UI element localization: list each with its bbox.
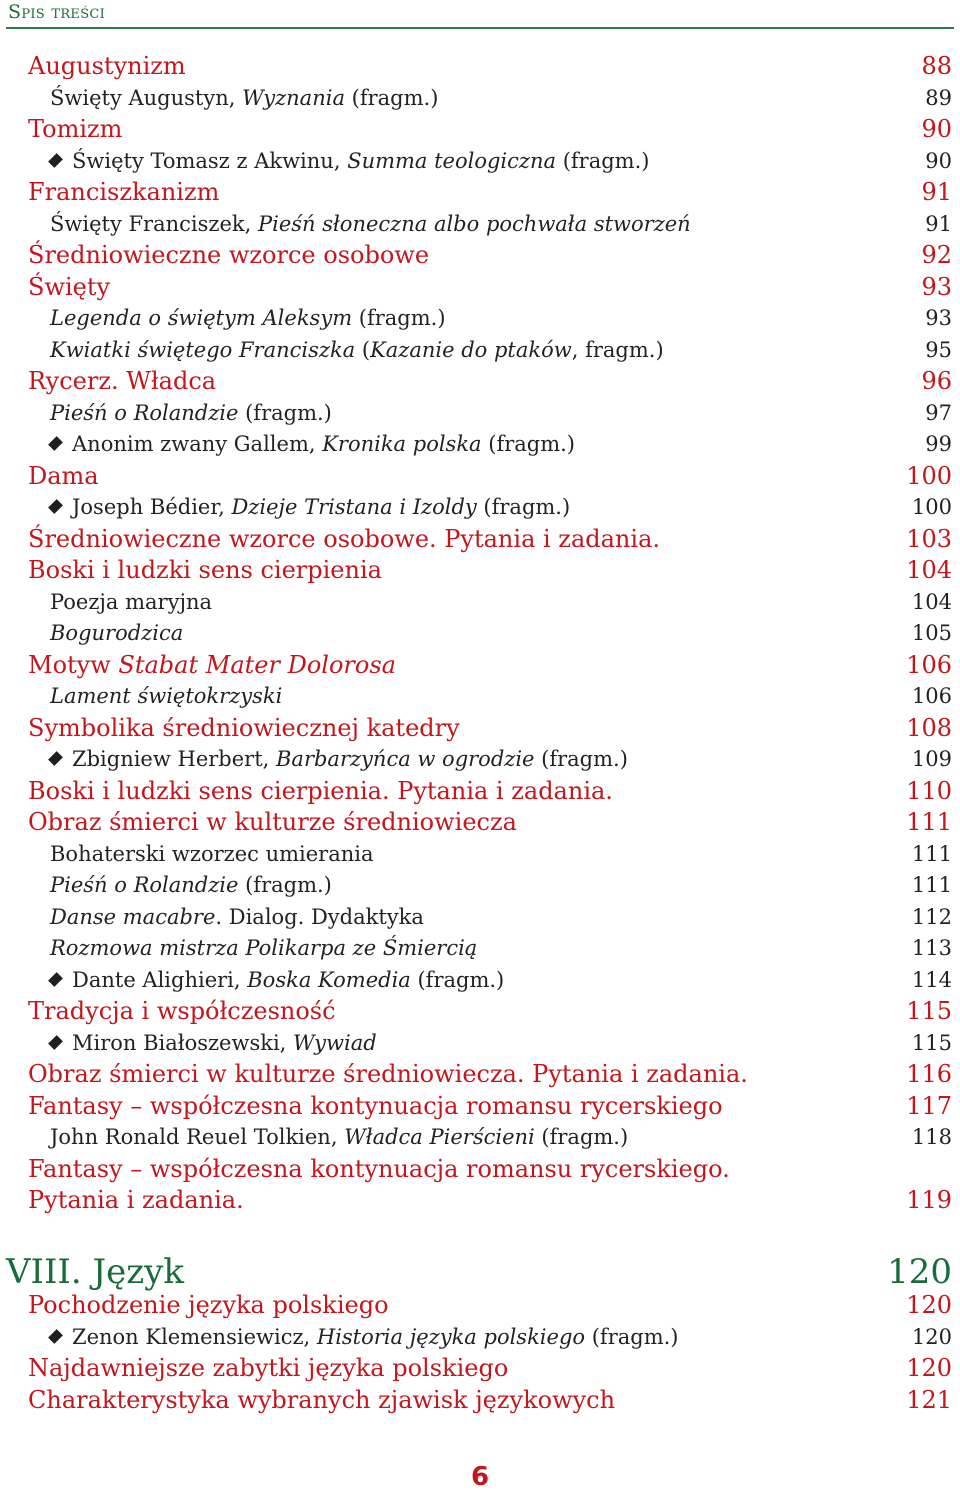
toc-page-number: 115 xyxy=(906,997,952,1025)
toc-entry-title xyxy=(28,1353,508,1385)
toc-entry-title xyxy=(28,713,460,745)
toc-page-number: 120 xyxy=(911,1324,952,1349)
toc-page-number: 119 xyxy=(906,1186,952,1214)
entry-text: Bohaterski wzorzec umierania xyxy=(50,841,374,866)
toc-page-number: 103 xyxy=(906,524,952,553)
toc-section-entry[interactable] xyxy=(28,807,952,839)
toc-page-number: 117 xyxy=(906,1091,952,1120)
entry-text: Charakterystyka wybranych zjawisk językowych xyxy=(28,1385,616,1414)
entry-text: Fantasy – współczesna kontynuacja romansu rycerskiego xyxy=(28,1091,723,1120)
italic-title-text: Danse macabre xyxy=(50,904,216,929)
toc-section-entry[interactable] xyxy=(28,177,952,209)
toc-entry-title xyxy=(50,744,628,776)
toc-subentry[interactable] xyxy=(28,335,952,367)
table-of-contents-chapter-8 xyxy=(28,1290,952,1416)
entry-text: Święty Augustyn, xyxy=(50,85,243,110)
entry-text: Średniowieczne wzorce osobowe. Pytania i zadania. xyxy=(28,524,661,553)
toc-section-entry[interactable] xyxy=(28,555,952,587)
entry-text: Tomizm xyxy=(28,115,123,143)
toc-entry-title xyxy=(28,272,110,304)
chapter-title: VIII. Język xyxy=(6,1252,184,1292)
chapter-page: 120 xyxy=(887,1252,952,1292)
toc-section-entry[interactable] xyxy=(28,51,952,83)
toc-page-number: 120 xyxy=(906,1291,952,1319)
diamond-bullet-icon xyxy=(48,972,63,987)
toc-entry-title xyxy=(50,870,332,902)
toc-page-number: 114 xyxy=(911,967,952,992)
entry-text: Motyw xyxy=(28,650,119,679)
toc-page-number: 118 xyxy=(911,1125,952,1149)
toc-subentry[interactable] xyxy=(28,902,952,934)
entry-text: Zbigniew Herbert, xyxy=(72,747,276,771)
toc-page-number: 95 xyxy=(925,337,952,362)
entry-text: (fragm.) xyxy=(556,148,650,173)
running-header xyxy=(6,0,954,29)
toc-subentry[interactable] xyxy=(28,587,952,619)
toc-subentry[interactable] xyxy=(28,1322,952,1354)
diamond-bullet-icon xyxy=(48,1329,63,1344)
entry-text: (fragm.) xyxy=(534,1125,629,1149)
diamond-bullet-icon xyxy=(48,436,63,451)
entry-text: . Dialog. Dydaktyka xyxy=(215,904,424,929)
italic-title-text: Bogurodzica xyxy=(50,621,184,645)
toc-page-number: 92 xyxy=(921,241,952,269)
entry-text: Boski i ludzki sens cierpienia. Pytania i zadania. xyxy=(28,776,613,805)
toc-page-number: 93 xyxy=(925,306,952,330)
toc-section-entry[interactable] xyxy=(28,776,952,808)
toc-section-entry[interactable] xyxy=(28,272,952,304)
entry-text: Fantasy – współczesna kontynuacja romansu rycerskiego. xyxy=(28,1154,730,1183)
toc-section-entry[interactable] xyxy=(28,713,952,745)
toc-entry-title xyxy=(50,933,477,965)
toc-section-entry[interactable] xyxy=(28,366,952,398)
toc-entry-title xyxy=(50,146,649,178)
toc-page-number: 91 xyxy=(925,211,952,236)
toc-entry-title xyxy=(50,587,212,619)
entry-text: (fragm.) xyxy=(344,85,439,110)
toc-subentry[interactable] xyxy=(28,398,952,430)
toc-section-entry[interactable] xyxy=(28,1290,952,1322)
toc-section-entry[interactable] xyxy=(28,1385,952,1417)
toc-page-number: 104 xyxy=(906,556,952,584)
toc-entry-title xyxy=(50,902,424,934)
entry-text: (fragm.) xyxy=(476,495,571,519)
chapter-heading[interactable] xyxy=(6,1252,952,1292)
toc-page-number: 121 xyxy=(906,1385,952,1414)
toc-entry-title xyxy=(28,1059,748,1091)
entry-text: (fragm.) xyxy=(352,306,446,330)
toc-page-number: 112 xyxy=(911,904,952,929)
toc-page-number: 120 xyxy=(906,1354,952,1382)
toc-page-number: 115 xyxy=(911,1030,952,1055)
toc-subentry[interactable] xyxy=(28,83,952,115)
toc-subentry[interactable] xyxy=(28,870,952,902)
toc-page-number: 93 xyxy=(921,272,952,301)
entry-text: Joseph Bédier, xyxy=(72,495,232,519)
toc-subentry[interactable] xyxy=(28,146,952,178)
toc-subentry[interactable] xyxy=(28,681,952,713)
toc-page-number: 106 xyxy=(911,684,952,708)
toc-entry-title xyxy=(28,996,336,1028)
entry-text: Obraz śmierci w kulturze średniowiecza xyxy=(28,808,517,836)
italic-title-text: Wyznania xyxy=(242,85,345,110)
toc-subentry[interactable] xyxy=(28,303,952,335)
diamond-bullet-icon xyxy=(48,751,63,766)
entry-text: Boski i ludzki sens cierpienia xyxy=(28,556,382,584)
toc-subentry[interactable] xyxy=(28,933,952,965)
entry-text: , fragm.) xyxy=(571,337,664,362)
italic-title-text: Barbarzyńca w ogrodzie xyxy=(276,747,535,771)
entry-text: Obraz śmierci w kulturze średniowiecza. Pytania i zadania. xyxy=(28,1060,748,1088)
toc-subentry[interactable] xyxy=(28,618,952,650)
toc-page-number: 90 xyxy=(925,148,952,173)
diamond-bullet-icon xyxy=(48,499,63,514)
italic-title-text: Pieśń o Rolandzie xyxy=(50,873,239,897)
toc-page-number: 96 xyxy=(921,367,952,395)
toc-entry-title xyxy=(28,555,382,587)
toc-entry-title xyxy=(50,1322,678,1354)
toc-subentry[interactable] xyxy=(28,744,952,776)
toc-entry-title xyxy=(50,1028,377,1060)
entry-text: Tradycja i współczesność xyxy=(28,997,336,1025)
toc-page-number: 106 xyxy=(906,650,952,679)
entry-text: Dante Alighieri, xyxy=(72,967,248,992)
toc-page-number: 97 xyxy=(925,400,952,425)
toc-page-number: 116 xyxy=(906,1060,952,1088)
page-number: 6 xyxy=(470,1462,490,1492)
italic-title-text: Dzieje Tristana i Izoldy xyxy=(231,495,477,519)
toc-section-entry[interactable] xyxy=(28,461,952,493)
entry-text: Symbolika średniowiecznej katedry xyxy=(28,713,460,742)
entry-text: (fragm.) xyxy=(534,747,628,771)
header-title: Spis treści xyxy=(8,1,106,23)
toc-entry-title xyxy=(28,807,517,839)
toc-page-number: 100 xyxy=(911,495,952,519)
toc-subentry[interactable] xyxy=(28,839,952,871)
toc-page-number: 90 xyxy=(921,115,952,143)
toc-subentry[interactable] xyxy=(28,1028,952,1060)
toc-entry-title xyxy=(28,776,613,808)
toc-page-number: 109 xyxy=(911,747,952,771)
toc-entry-title xyxy=(28,177,219,209)
toc-section-entry[interactable] xyxy=(28,996,952,1028)
toc-section-entry[interactable] xyxy=(28,114,952,146)
toc-page-number: 91 xyxy=(921,178,952,206)
entry-text: Święty Tomasz z Akwinu, xyxy=(72,148,348,173)
toc-subentry[interactable] xyxy=(28,1122,952,1154)
toc-subentry[interactable] xyxy=(28,209,952,241)
italic-title-text: Wywiad xyxy=(293,1030,377,1055)
toc-page-number: 108 xyxy=(906,713,952,742)
toc-section-entry[interactable] xyxy=(28,1091,952,1123)
toc-page-number: 100 xyxy=(906,461,952,490)
toc-entry-title xyxy=(50,681,282,713)
entry-text: Rycerz. Władca xyxy=(28,367,217,395)
italic-title-text: Historia języka polskiego xyxy=(316,1324,586,1349)
italic-title-text: Rozmowa mistrza Polikarpa ze Śmiercią xyxy=(50,936,478,960)
diamond-bullet-icon xyxy=(48,1035,63,1050)
toc-entry-title xyxy=(50,335,664,367)
entry-text: (fragm.) xyxy=(238,400,332,425)
toc-entry-title xyxy=(28,1290,389,1322)
toc-entry-title xyxy=(28,1091,723,1123)
entry-text: Poezja maryjna xyxy=(50,589,213,614)
entry-text: Augustynizm xyxy=(28,52,186,80)
entry-text: (fragm.) xyxy=(238,873,332,897)
toc-page-number: 113 xyxy=(911,936,952,960)
italic-title-text: Stabat Mater Dolorosa xyxy=(118,650,396,679)
toc-page-number: 110 xyxy=(906,776,952,805)
italic-title-text: Lament świętokrzyski xyxy=(50,684,283,708)
toc-entry-title xyxy=(50,618,183,650)
entry-text: (fragm.) xyxy=(481,432,576,456)
toc-section-entry[interactable] xyxy=(28,650,952,682)
entry-text: Miron Białoszewski, xyxy=(72,1030,294,1055)
toc-entry-title xyxy=(28,461,99,493)
toc-entry-title xyxy=(28,240,429,272)
toc-page-number: 111 xyxy=(906,808,952,836)
entry-text: Anonim zwany Gallem, xyxy=(72,432,323,456)
toc-page-number: 88 xyxy=(921,52,952,80)
toc-entry-title xyxy=(50,303,446,335)
toc-entry-title xyxy=(28,366,216,398)
italic-title-text: Kazanie do ptaków xyxy=(370,337,572,362)
toc-page-number: 104 xyxy=(911,589,952,614)
toc-entry-title xyxy=(28,1154,730,1217)
toc-section-entry[interactable] xyxy=(28,524,952,556)
table-of-contents xyxy=(28,51,952,1217)
toc-page-number: 105 xyxy=(911,621,952,645)
entry-text: Święty xyxy=(28,272,111,301)
entry-text: (fragm.) xyxy=(585,1324,679,1349)
italic-title-text: Summa teologiczna xyxy=(347,148,557,173)
toc-entry-title xyxy=(50,492,570,524)
toc-section-entry[interactable] xyxy=(28,1154,952,1217)
entry-text: Średniowieczne wzorce osobowe xyxy=(28,241,430,269)
toc-entry-title xyxy=(28,524,660,556)
italic-title-text: Boska Komedia xyxy=(247,967,411,992)
entry-text: Pytania i zadania. xyxy=(28,1186,244,1214)
entry-text: Święty Franciszek, xyxy=(50,211,258,236)
toc-section-entry[interactable] xyxy=(28,240,952,272)
toc-entry-title xyxy=(50,83,438,115)
toc-subentry[interactable] xyxy=(28,965,952,997)
italic-title-text: Pieśń słoneczna albo pochwała stworzeń xyxy=(257,211,691,236)
toc-page-number: 111 xyxy=(911,873,952,897)
entry-text: (fragm.) xyxy=(410,967,505,992)
italic-title-text: Legenda o świętym Aleksym xyxy=(50,306,353,330)
diamond-bullet-icon xyxy=(48,153,63,168)
toc-entry-title xyxy=(50,398,332,430)
toc-subentry[interactable] xyxy=(28,492,952,524)
toc-entry-title xyxy=(28,650,396,682)
entry-text: Franciszkanizm xyxy=(28,178,220,206)
entry-text: ( xyxy=(355,337,371,362)
entry-text: John Ronald Reuel Tolkien, xyxy=(50,1125,345,1149)
entry-text: Najdawniejsze zabytki języka polskiego xyxy=(28,1354,509,1382)
italic-title-text: Kwiatki świętego Franciszka xyxy=(50,337,356,362)
entry-text: Zenon Klemensiewicz, xyxy=(72,1324,317,1349)
toc-page-number: 99 xyxy=(925,432,952,456)
toc-entry-title xyxy=(50,1122,628,1154)
toc-entry-title xyxy=(28,114,122,146)
toc-entry-title xyxy=(28,51,186,83)
toc-entry-title xyxy=(50,209,691,241)
entry-text: Dama xyxy=(28,461,99,490)
toc-page-number: 89 xyxy=(925,85,952,110)
toc-entry-title xyxy=(50,429,575,461)
toc-section-entry[interactable] xyxy=(28,1353,952,1385)
toc-entry-title xyxy=(50,965,504,997)
toc-page-number: 111 xyxy=(911,841,952,866)
italic-title-text: Pieśń o Rolandzie xyxy=(50,400,239,425)
toc-section-entry[interactable] xyxy=(28,1059,952,1091)
toc-subentry[interactable] xyxy=(28,429,952,461)
toc-entry-title xyxy=(50,839,373,871)
entry-text: Pochodzenie języka polskiego xyxy=(28,1291,389,1319)
italic-title-text: Władca Pierścieni xyxy=(344,1125,535,1149)
italic-title-text: Kronika polska xyxy=(322,432,482,456)
toc-entry-title xyxy=(28,1385,615,1417)
